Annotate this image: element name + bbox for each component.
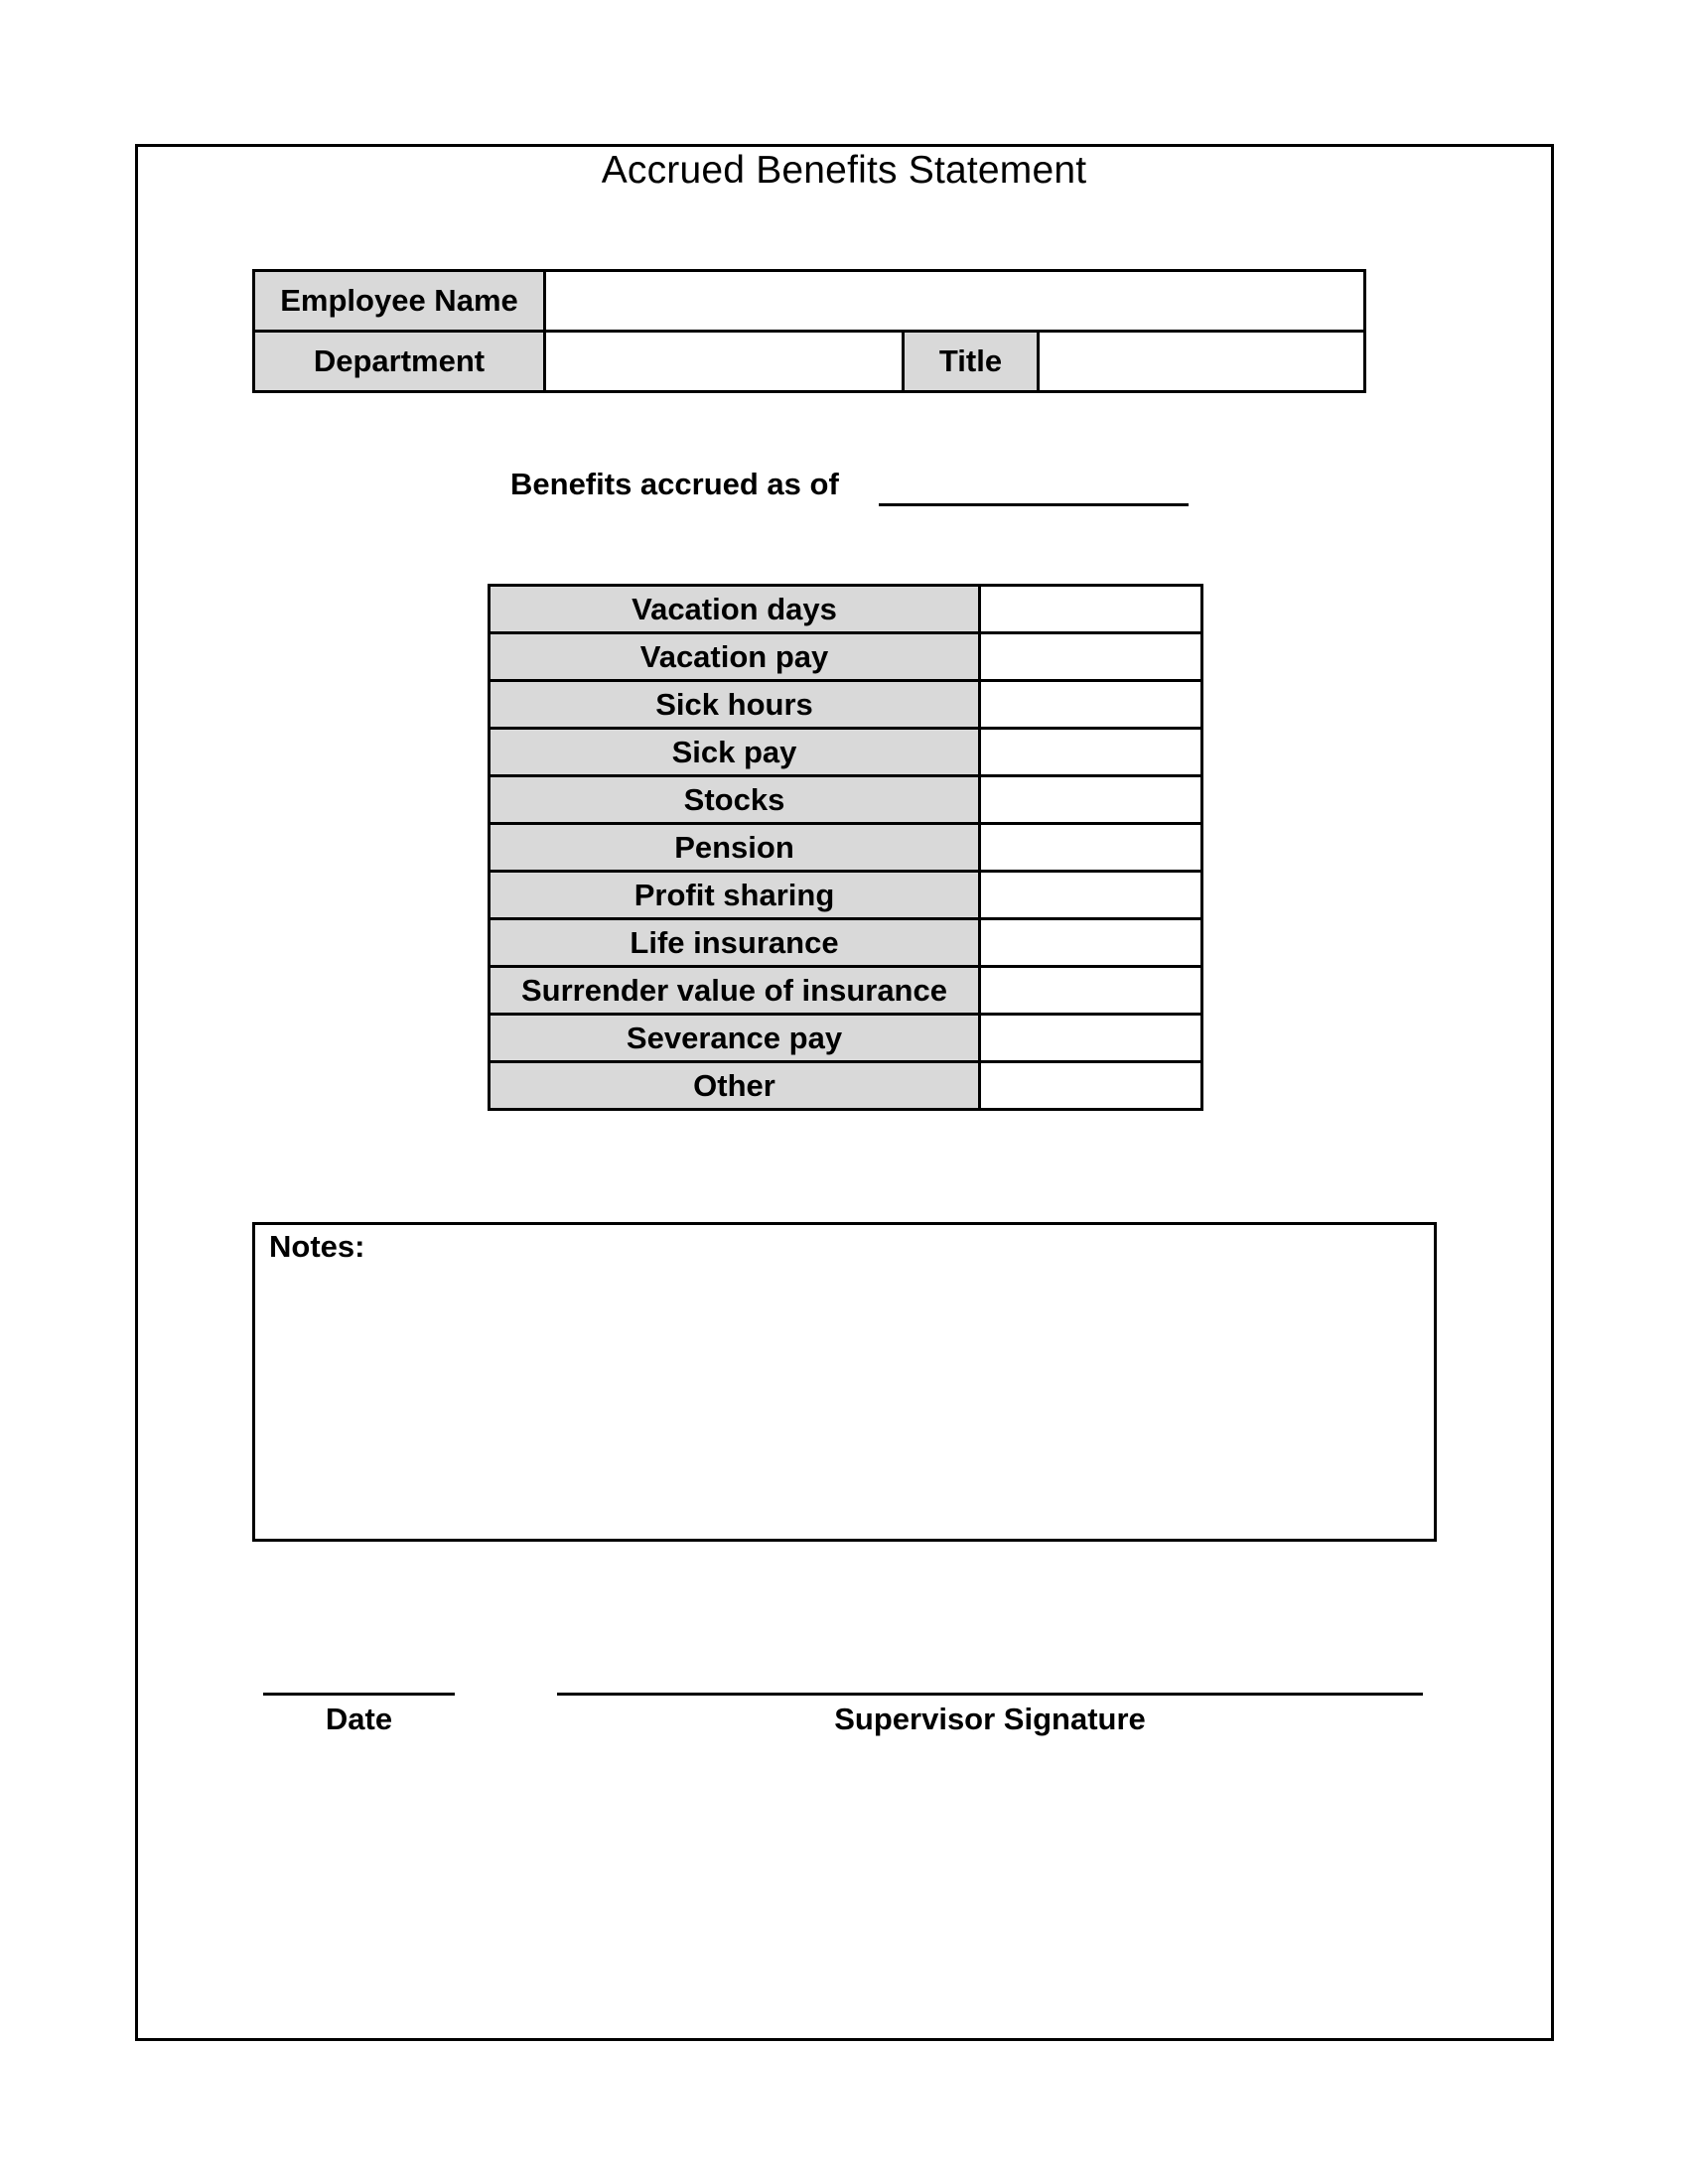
benefit-value-field[interactable] [980, 586, 1202, 633]
notes-field[interactable] [252, 1222, 1437, 1542]
title-field[interactable] [1039, 332, 1365, 392]
date-signature-line[interactable] [263, 1693, 455, 1696]
benefit-value-field[interactable] [980, 1062, 1202, 1110]
benefits-table [488, 584, 1203, 1111]
supervisor-signature-line[interactable] [557, 1693, 1423, 1696]
benefit-label: Pension [490, 824, 980, 872]
employee-info-table [252, 269, 1366, 393]
benefit-value-field[interactable] [980, 1015, 1202, 1062]
benefit-value-field[interactable] [980, 729, 1202, 776]
benefit-value-field[interactable] [980, 824, 1202, 872]
benefit-label: Vacation days [490, 586, 980, 633]
title-label: Title [904, 332, 1039, 392]
employee-name-row [254, 271, 1365, 332]
benefit-row [490, 1062, 1202, 1110]
benefit-label: Sick hours [490, 681, 980, 729]
benefit-value-field[interactable] [980, 681, 1202, 729]
benefit-value-field[interactable] [980, 633, 1202, 681]
benefit-label: Sick pay [490, 729, 980, 776]
supervisor-signature-label: Supervisor Signature [834, 1702, 1146, 1736]
benefit-row [490, 872, 1202, 919]
benefit-row [490, 633, 1202, 681]
employee-name-label: Employee Name [254, 271, 545, 332]
benefit-row [490, 681, 1202, 729]
benefit-label: Vacation pay [490, 633, 980, 681]
accrued-as-of-label: Benefits accrued as of [510, 467, 839, 501]
employee-name-field[interactable] [545, 271, 1365, 332]
benefit-row [490, 1015, 1202, 1062]
document-title: Accrued Benefits Statement [601, 149, 1087, 192]
benefit-label: Stocks [490, 776, 980, 824]
benefit-row [490, 967, 1202, 1015]
department-title-row [254, 332, 1365, 392]
benefit-value-field[interactable] [980, 919, 1202, 967]
benefit-value-field[interactable] [980, 967, 1202, 1015]
benefit-value-field[interactable] [980, 776, 1202, 824]
benefit-value-field[interactable] [980, 872, 1202, 919]
department-label: Department [254, 332, 545, 392]
benefit-row [490, 586, 1202, 633]
department-field[interactable] [545, 332, 904, 392]
accrued-as-of-date-field[interactable] [879, 503, 1189, 506]
benefit-row [490, 824, 1202, 872]
benefit-label: Severance pay [490, 1015, 980, 1062]
benefit-row [490, 776, 1202, 824]
benefit-label: Profit sharing [490, 872, 980, 919]
benefit-label: Other [490, 1062, 980, 1110]
benefit-label: Life insurance [490, 919, 980, 967]
date-label: Date [325, 1702, 393, 1736]
benefit-row [490, 729, 1202, 776]
notes-label: Notes: [269, 1229, 365, 1264]
benefit-label: Surrender value of insurance [490, 967, 980, 1015]
benefit-row [490, 919, 1202, 967]
